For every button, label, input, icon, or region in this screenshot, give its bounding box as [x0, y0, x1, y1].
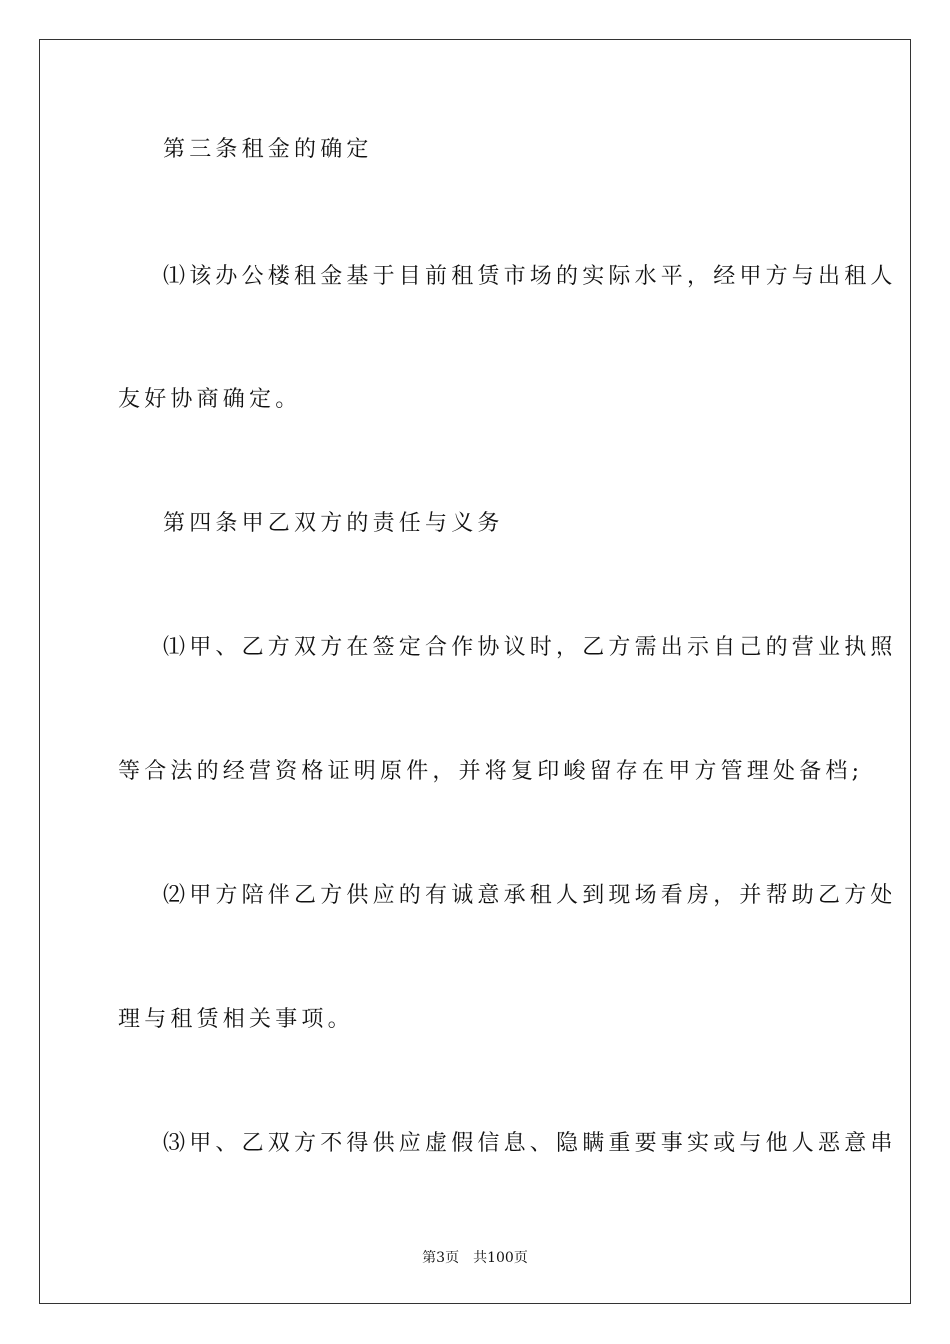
page-number: 第3页 [422, 1250, 460, 1266]
page-footer [0, 1248, 950, 1268]
paragraph-line: ⑴甲、乙方双方在签定合作协议时，乙方需出示自己的营业执照 [163, 635, 897, 660]
paragraph-line: 友好协商确定。 [118, 387, 302, 412]
paragraph-line: ⑶甲、乙双方不得供应虚假信息、隐瞒重要事实或与他人恶意串 [163, 1131, 897, 1156]
paragraph-line: 理与租赁相关事项。 [118, 1007, 354, 1032]
article-4-heading: 第四条甲乙双方的责任与义务 [163, 511, 504, 536]
article-3-heading: 第三条租金的确定 [163, 137, 373, 162]
page-border [39, 39, 911, 1304]
paragraph-line: ⑴该办公楼租金基于目前租赁市场的实际水平，经甲方与出租人 [163, 264, 897, 289]
paragraph-line: ⑵甲方陪伴乙方供应的有诚意承租人到现场看房，并帮助乙方处 [163, 883, 897, 908]
paragraph-line: 等合法的经营资格证明原件，并将复印峻留存在甲方管理处备档; [118, 759, 864, 784]
page-total: 共100页 [473, 1250, 528, 1266]
